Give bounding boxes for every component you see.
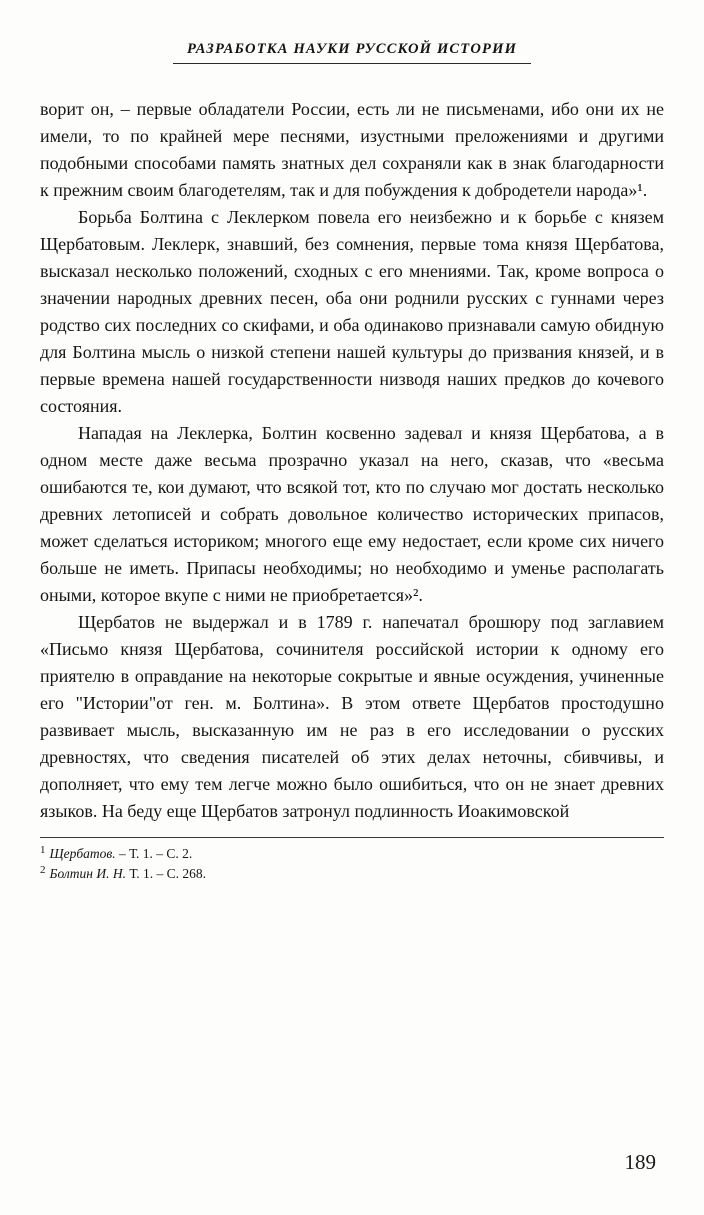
footnote: 2 Болтин И. Н. Т. 1. – С. 268. <box>40 863 206 881</box>
footnote-author: Щербатов. <box>49 846 116 861</box>
running-header-text: РАЗРАБОТКА НАУКИ РУССКОЙ ИСТОРИИ <box>173 41 531 64</box>
running-header <box>40 40 664 64</box>
page-number: 189 <box>624 1150 656 1174</box>
footnote-separator <box>40 837 664 838</box>
paragraph-continuation: ворит он, – первые обладатели России, есть ли не письменами, ибо они их не имели, то по крайней мере песнями, изустными преложениями и другими подобными способами память знатных дел сохраняли как в знак благодарности к прежним своим благодетелям, так и для побуждения к добродетели народа»¹. <box>40 99 664 200</box>
footnote-author: Болтин И. Н. <box>49 866 126 881</box>
paragraph: Борьба Болтина с Леклерком повела его неизбежно и к борьбе с князем Щербатовым. Леклерк, знавший, без сомнения, первые тома князя Щербатова, высказал несколько положений, сходных с его мнениями. Так, кроме вопроса о значении народных древних песен, оба они роднили русских с гуннами через родство сих последних со скифами, и оба одинаково признавали самую обидную для Болтина мысль о низкой степени нашей культуры до призвания князей, и в первые времена нашей государственности низводя наших предков до кочевого состояния. <box>40 207 664 416</box>
footnote: 1 Щербатов. – Т. 1. – С. 2. <box>40 843 193 861</box>
body-text <box>40 96 664 825</box>
footnote-text: – Т. 1. – С. 2. <box>115 846 193 861</box>
footnotes-section <box>40 837 664 884</box>
footnote-text: Т. 1. – С. 268. <box>125 866 206 881</box>
paragraph: Нападая на Леклерка, Болтин косвенно задевал и князя Щербатова, а в одном месте даже весьма прозрачно указал на него, сказав, что «весьма ошибаются те, кои думают, что всякой тот, кто по случаю мог достать несколько древних летописей и собрать довольное количество исторических припасов, может сделаться историком; многого еще ему недостает, если кроме сих ничего больше не иметь. Припасы необходимы; но необходимо и уменье располагать оными, которое вкупе с ними не приобретается»². <box>40 423 664 605</box>
paragraph: Щербатов не выдержал и в 1789 г. напечатал брошюру под заглавием «Письмо князя Щербатова, сочинителя российской истории к одному его приятелю в оправдание на некоторые сокрытые и явные осуждения, учиненные его "Истории"от ген. м. Болтина». В этом ответе Щербатов простодушно развивает мысль, высказанную им не раз в его исследовании о русских древностях, что сведения писателей об этих делах неточны, сбивчивы, и дополняет, что ему тем легче можно было ошибиться, что он не знает древних языков. На беду еще Щербатов затронул подлинность Иоакимовской <box>40 612 664 821</box>
